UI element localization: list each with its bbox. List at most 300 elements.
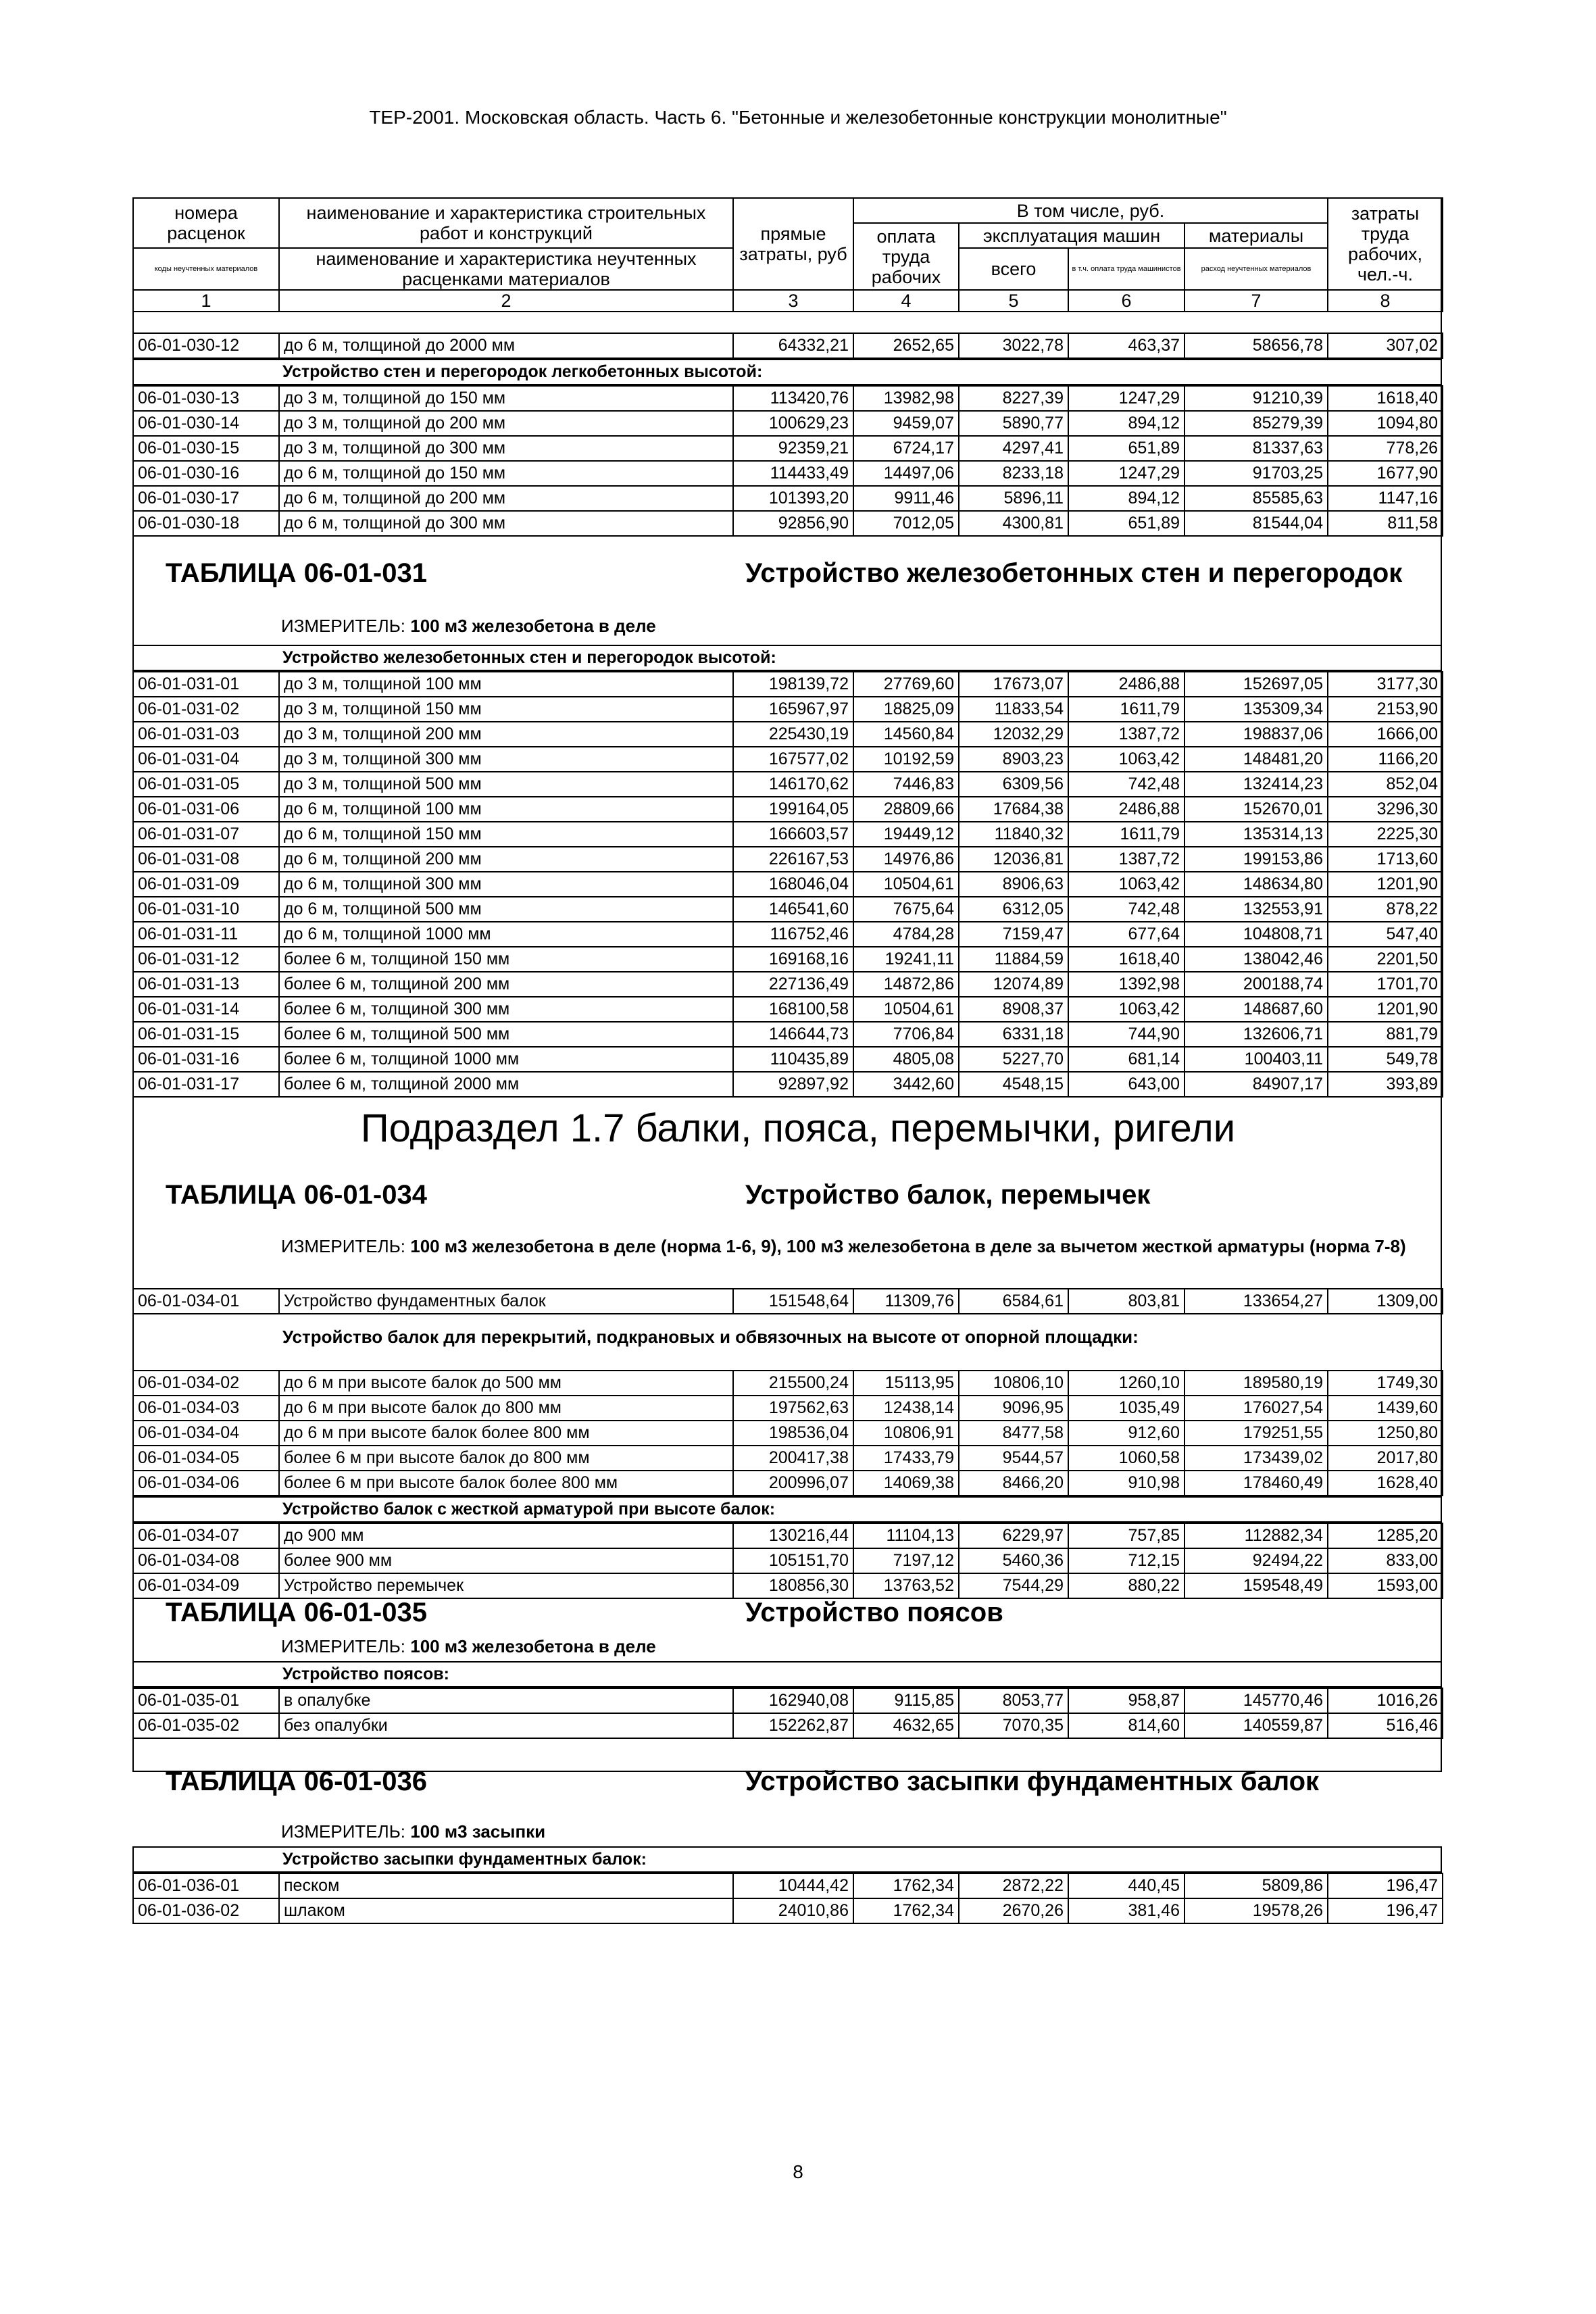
value-cell: 198837,06 [1184, 722, 1328, 747]
table-034-rows-1 [132, 1370, 1443, 1496]
value-cell: 14069,38 [853, 1471, 959, 1496]
value-cell: 894,12 [1068, 486, 1184, 511]
work-name: песком [279, 1873, 733, 1898]
work-name: более 6 м при высоте балок более 800 мм [279, 1471, 733, 1496]
rate-code: 06-01-031-06 [133, 797, 279, 822]
value-cell: 12438,14 [853, 1396, 959, 1421]
table-row [133, 697, 1443, 722]
work-name: до 6 м, толщиной 500 мм [279, 897, 733, 922]
column-number: 5 [959, 290, 1068, 312]
value-cell: 549,78 [1328, 1047, 1443, 1072]
table-031-meter-value: 100 м3 железобетона в деле [410, 616, 656, 636]
table-034-block [132, 1370, 1443, 1599]
value-cell: 198139,72 [733, 672, 853, 697]
value-cell: 10504,61 [853, 997, 959, 1022]
value-cell: 159548,49 [1184, 1573, 1328, 1598]
value-cell: 1387,72 [1068, 847, 1184, 872]
value-cell: 878,22 [1328, 897, 1443, 922]
value-cell: 4805,08 [853, 1047, 959, 1072]
value-cell: 165967,97 [733, 697, 853, 722]
value-cell: 516,46 [1328, 1713, 1443, 1738]
rate-code: 06-01-031-16 [133, 1047, 279, 1072]
rate-code: 06-01-030-12 [133, 333, 279, 358]
value-cell: 19578,26 [1184, 1898, 1328, 1923]
value-cell: 811,58 [1328, 511, 1443, 536]
work-name: до 6 м, толщиной до 200 мм [279, 486, 733, 511]
rate-code: 06-01-031-10 [133, 897, 279, 922]
work-name: до 6 м, толщиной до 300 мм [279, 511, 733, 536]
table-034-rows-2 [132, 1523, 1443, 1599]
value-cell: 110435,89 [733, 1047, 853, 1072]
table-035-id: ТАБЛИЦА 06-01-035 [166, 1598, 427, 1627]
value-cell: 881,79 [1328, 1022, 1443, 1047]
table-036-block [132, 1846, 1443, 1924]
rate-code: 06-01-031-11 [133, 922, 279, 947]
table-row [133, 1022, 1443, 1047]
work-name: более 6 м, толщиной 500 мм [279, 1022, 733, 1047]
value-cell: 152697,05 [1184, 672, 1328, 697]
value-cell: 112882,34 [1184, 1523, 1328, 1548]
table-row [133, 722, 1443, 747]
value-cell: 14560,84 [853, 722, 959, 747]
value-cell: 2225,30 [1328, 822, 1443, 847]
work-name: до 6 м при высоте балок до 500 мм [279, 1371, 733, 1396]
value-cell: 9459,07 [853, 411, 959, 436]
value-cell: 12032,29 [959, 722, 1068, 747]
table-036-meter [281, 1819, 545, 1844]
value-cell: 894,12 [1068, 411, 1184, 436]
value-cell: 196,47 [1328, 1873, 1443, 1898]
value-cell: 200188,74 [1184, 972, 1328, 997]
rate-code: 06-01-030-16 [133, 461, 279, 486]
value-cell: 17433,79 [853, 1446, 959, 1471]
value-cell: 130216,44 [733, 1523, 853, 1548]
value-cell: 132553,91 [1184, 897, 1328, 922]
value-cell: 167577,02 [733, 747, 853, 772]
table-031-meter-label: ИЗМЕРИТЕЛЬ: [281, 616, 405, 636]
value-cell: 9911,46 [853, 486, 959, 511]
value-cell: 651,89 [1068, 436, 1184, 461]
rate-code: 06-01-030-18 [133, 511, 279, 536]
value-cell: 910,98 [1068, 1471, 1184, 1496]
value-cell: 1247,29 [1068, 461, 1184, 486]
value-cell: 11884,59 [959, 947, 1068, 972]
column-number: 2 [279, 290, 733, 312]
work-name: до 900 мм [279, 1523, 733, 1548]
rate-code: 06-01-030-17 [133, 486, 279, 511]
work-name: без опалубки [279, 1713, 733, 1738]
work-name: более 6 м, толщиной 150 мм [279, 947, 733, 972]
value-cell: 92359,21 [733, 436, 853, 461]
table-row [133, 747, 1443, 772]
value-cell: 9096,95 [959, 1396, 1068, 1421]
rate-code: 06-01-034-06 [133, 1471, 279, 1496]
section-title: Подраздел 1.7 балки, пояса, перемычки, ригели [360, 1106, 1236, 1150]
value-cell: 179251,55 [1184, 1421, 1328, 1446]
value-cell: 169168,16 [733, 947, 853, 972]
value-cell: 2486,88 [1068, 797, 1184, 822]
value-cell: 1762,34 [853, 1873, 959, 1898]
work-name: до 3 м, толщиной до 200 мм [279, 411, 733, 436]
value-cell: 7197,12 [853, 1548, 959, 1573]
table-row [133, 486, 1443, 511]
value-cell: 91703,25 [1184, 461, 1328, 486]
rate-code: 06-01-030-14 [133, 411, 279, 436]
work-name: до 6 м, толщиной 150 мм [279, 822, 733, 847]
table-row [133, 1421, 1443, 1446]
rate-code: 06-01-031-09 [133, 872, 279, 897]
value-cell: 13763,52 [853, 1573, 959, 1598]
table-row [133, 947, 1443, 972]
value-cell: 226167,53 [733, 847, 853, 872]
value-cell: 84907,17 [1184, 1072, 1328, 1097]
value-cell: 6331,18 [959, 1022, 1068, 1047]
work-name: Устройство перемычек [279, 1573, 733, 1598]
table-031-subheading-text: Устройство железобетонных стен и перегородок высотой: [133, 645, 1441, 670]
col-header-machinist-wages: в т.ч. оплата труда машинистов [1068, 248, 1184, 290]
value-cell: 1147,16 [1328, 486, 1443, 511]
table-031-id: ТАБЛИЦА 06-01-031 [166, 558, 427, 588]
value-cell: 1611,79 [1068, 697, 1184, 722]
table-row [133, 997, 1443, 1022]
table-row [133, 797, 1443, 822]
value-cell: 6309,56 [959, 772, 1068, 797]
col-header-name: наименование и характеристика строительных работ и конструкций [279, 198, 733, 248]
value-cell: 1618,40 [1068, 947, 1184, 972]
value-cell: 8908,37 [959, 997, 1068, 1022]
value-cell: 7159,47 [959, 922, 1068, 947]
table-row [133, 672, 1443, 697]
rate-code: 06-01-030-13 [133, 386, 279, 411]
table-034-subheading-1 [132, 1312, 1442, 1371]
value-cell: 5460,36 [959, 1548, 1068, 1573]
value-cell: 744,90 [1068, 1022, 1184, 1047]
value-cell: 1666,00 [1328, 722, 1443, 747]
value-cell: 140559,87 [1184, 1713, 1328, 1738]
value-cell: 742,48 [1068, 772, 1184, 797]
value-cell: 168100,58 [733, 997, 853, 1022]
value-cell: 100403,11 [1184, 1047, 1328, 1072]
value-cell: 133654,27 [1184, 1289, 1328, 1314]
col-header-unaccounted-materials: расход неучтенных материалов [1184, 248, 1328, 290]
work-name: более 6 м, толщиной 1000 мм [279, 1047, 733, 1072]
value-cell: 113420,76 [733, 386, 853, 411]
value-cell: 178460,49 [1184, 1471, 1328, 1496]
rate-code: 06-01-036-01 [133, 1873, 279, 1898]
value-cell: 17684,38 [959, 797, 1068, 822]
value-cell: 8227,39 [959, 386, 1068, 411]
value-cell: 1285,20 [1328, 1523, 1443, 1548]
table-031-title: Устройство железобетонных стен и перегородок [745, 558, 1403, 588]
value-cell: 85279,39 [1184, 411, 1328, 436]
table-035-meter-label: ИЗМЕРИТЕЛЬ: [281, 1636, 405, 1656]
value-cell: 712,15 [1068, 1548, 1184, 1573]
value-cell: 10192,59 [853, 747, 959, 772]
value-cell: 81544,04 [1184, 511, 1328, 536]
table-row [133, 1289, 1443, 1314]
value-cell: 148634,80 [1184, 872, 1328, 897]
value-cell: 100629,23 [733, 411, 853, 436]
value-cell: 6724,17 [853, 436, 959, 461]
table-036-subheading-text: Устройство засыпки фундаментных балок: [133, 1847, 1441, 1872]
work-name: шлаком [279, 1898, 733, 1923]
value-cell: 58656,78 [1184, 333, 1328, 358]
table-row [133, 1873, 1443, 1898]
value-cell: 145770,46 [1184, 1688, 1328, 1713]
value-cell: 8466,20 [959, 1471, 1068, 1496]
table-034-subheading-1-text: Устройство балок для перекрытий, подкрановых и обвязочных на высоте от опорной площадки: [282, 1327, 1139, 1347]
value-cell: 393,89 [1328, 1072, 1443, 1097]
value-cell: 173439,02 [1184, 1446, 1328, 1471]
value-cell: 1392,98 [1068, 972, 1184, 997]
rate-code: 06-01-034-08 [133, 1548, 279, 1573]
table-row [133, 461, 1443, 486]
value-cell: 196,47 [1328, 1898, 1443, 1923]
table-034-rows-0 [132, 1288, 1443, 1314]
value-cell: 27769,60 [853, 672, 959, 697]
rate-code: 06-01-031-05 [133, 772, 279, 797]
value-cell: 681,14 [1068, 1047, 1184, 1072]
col-header-machines: эксплуатация машин [959, 223, 1184, 248]
table-035-subheading [132, 1661, 1442, 1688]
table-row [133, 1523, 1443, 1548]
value-cell: 1309,00 [1328, 1289, 1443, 1314]
value-cell: 4548,15 [959, 1072, 1068, 1097]
value-cell: 1387,72 [1068, 722, 1184, 747]
table-030-rows [132, 333, 1443, 359]
col-header-wages: оплата труда рабочих [853, 223, 959, 290]
value-cell: 833,00 [1328, 1548, 1443, 1573]
table-034-title: Устройство балок, перемычек [745, 1180, 1151, 1210]
column-number: 8 [1328, 290, 1443, 312]
value-cell: 1016,26 [1328, 1688, 1443, 1713]
value-cell: 1260,10 [1068, 1371, 1184, 1396]
value-cell: 440,45 [1068, 1873, 1184, 1898]
table-030-rows-2 [132, 385, 1443, 537]
value-cell: 11833,54 [959, 697, 1068, 722]
table-row [133, 1471, 1443, 1496]
value-cell: 12036,81 [959, 847, 1068, 872]
table-row [133, 1446, 1443, 1471]
work-name: более 6 м, толщиной 300 мм [279, 997, 733, 1022]
rate-code: 06-01-034-07 [133, 1523, 279, 1548]
table-row [133, 1573, 1443, 1598]
rate-code: 06-01-031-01 [133, 672, 279, 697]
value-cell: 18825,09 [853, 697, 959, 722]
value-cell: 2153,90 [1328, 697, 1443, 722]
value-cell: 803,81 [1068, 1289, 1184, 1314]
value-cell: 1762,34 [853, 1898, 959, 1923]
table-034-meter-label: ИЗМЕРИТЕЛЬ: [281, 1236, 405, 1256]
table-035-title: Устройство поясов [745, 1598, 1003, 1627]
column-header-table [132, 197, 1443, 312]
table-036-meter-value: 100 м3 засыпки [410, 1821, 546, 1842]
value-cell: 3022,78 [959, 333, 1068, 358]
value-cell: 92897,92 [733, 1072, 853, 1097]
value-cell: 1593,00 [1328, 1573, 1443, 1598]
value-cell: 152262,87 [733, 1713, 853, 1738]
table-034-subheading-2-text: Устройство балок с жесткой арматурой при высоте балок: [133, 1497, 1441, 1522]
value-cell: 4784,28 [853, 922, 959, 947]
value-cell: 757,85 [1068, 1523, 1184, 1548]
table-row [133, 897, 1443, 922]
table-row [133, 1072, 1443, 1097]
work-name: в опалубке [279, 1688, 733, 1713]
value-cell: 7070,35 [959, 1713, 1068, 1738]
value-cell: 852,04 [1328, 772, 1443, 797]
value-cell: 24010,86 [733, 1898, 853, 1923]
value-cell: 162940,08 [733, 1688, 853, 1713]
table-036-subheading [132, 1846, 1442, 1873]
value-cell: 92856,90 [733, 511, 853, 536]
value-cell: 14872,86 [853, 972, 959, 997]
table-row [133, 1047, 1443, 1072]
value-cell: 8903,23 [959, 747, 1068, 772]
table-035-rows [132, 1688, 1443, 1739]
value-cell: 1063,42 [1068, 997, 1184, 1022]
table-036-id: ТАБЛИЦА 06-01-036 [166, 1767, 427, 1796]
work-name: более 6 м, толщиной 2000 мм [279, 1072, 733, 1097]
work-name: до 3 м, толщиной 100 мм [279, 672, 733, 697]
table-row [133, 1713, 1443, 1738]
value-cell: 912,60 [1068, 1421, 1184, 1446]
rate-code: 06-01-034-09 [133, 1573, 279, 1598]
value-cell: 198536,04 [733, 1421, 853, 1446]
value-cell: 1063,42 [1068, 872, 1184, 897]
value-cell: 200417,38 [733, 1446, 853, 1471]
table-row [133, 386, 1443, 411]
col-header-machines-total: всего [959, 248, 1068, 290]
rate-code: 06-01-031-08 [133, 847, 279, 872]
value-cell: 5809,86 [1184, 1873, 1328, 1898]
rate-code: 06-01-035-02 [133, 1713, 279, 1738]
value-cell: 7706,84 [853, 1022, 959, 1047]
value-cell: 85585,63 [1184, 486, 1328, 511]
column-header [132, 197, 1443, 312]
value-cell: 547,40 [1328, 922, 1443, 947]
work-name: до 6 м, толщиной 300 мм [279, 872, 733, 897]
table-row [133, 411, 1443, 436]
value-cell: 116752,46 [733, 922, 853, 947]
value-cell: 14976,86 [853, 847, 959, 872]
value-cell: 13982,98 [853, 386, 959, 411]
col-header-material-codes: коды неучтенных материалов [133, 248, 279, 290]
value-cell: 104808,71 [1184, 922, 1328, 947]
table-034-meter [281, 1234, 1430, 1258]
work-name: до 3 м, толщиной 200 мм [279, 722, 733, 747]
value-cell: 92494,22 [1184, 1548, 1328, 1573]
page-header: ТЕР-2001. Московская область. Часть 6. "Бетонные и железобетонные конструкции монолитные" [369, 107, 1227, 128]
col-header-material-names: наименование и характеристика неучтенных расценками материалов [279, 248, 733, 290]
value-cell: 17673,07 [959, 672, 1068, 697]
table-row [133, 1548, 1443, 1573]
value-cell: 7012,05 [853, 511, 959, 536]
value-cell: 9544,57 [959, 1446, 1068, 1471]
value-cell: 1201,90 [1328, 997, 1443, 1022]
value-cell: 11104,13 [853, 1523, 959, 1548]
table-row [133, 1688, 1443, 1713]
work-name: более 6 м, толщиной 200 мм [279, 972, 733, 997]
value-cell: 2872,22 [959, 1873, 1068, 1898]
table-031-subheading [132, 645, 1442, 671]
table-030-subheading [132, 359, 1442, 385]
value-cell: 138042,46 [1184, 947, 1328, 972]
value-cell: 1250,80 [1328, 1421, 1443, 1446]
value-cell: 381,46 [1068, 1898, 1184, 1923]
value-cell: 19449,12 [853, 822, 959, 847]
table-031-block [132, 645, 1443, 1098]
value-cell: 15113,95 [853, 1371, 959, 1396]
col-header-materials: материалы [1184, 223, 1328, 248]
value-cell: 1063,42 [1068, 747, 1184, 772]
value-cell: 81337,63 [1184, 436, 1328, 461]
work-name: до 6 м, толщиной 200 мм [279, 847, 733, 872]
value-cell: 135314,13 [1184, 822, 1328, 847]
rate-code: 06-01-031-13 [133, 972, 279, 997]
value-cell: 199164,05 [733, 797, 853, 822]
col-header-labor: затраты труда рабочих, чел.-ч. [1328, 198, 1443, 290]
value-cell: 197562,63 [733, 1396, 853, 1421]
column-number: 7 [1184, 290, 1328, 312]
value-cell: 10504,61 [853, 872, 959, 897]
value-cell: 14497,06 [853, 461, 959, 486]
table-034-meter-value: 100 м3 железобетона в деле (норма 1-6, 9), 100 м3 железобетона в деле за вычетом жесткой арматуры (норма 7-8) [410, 1236, 1406, 1256]
value-cell: 1094,80 [1328, 411, 1443, 436]
value-cell: 1628,40 [1328, 1471, 1443, 1496]
value-cell: 227136,49 [733, 972, 853, 997]
column-number: 4 [853, 290, 959, 312]
table-row [133, 822, 1443, 847]
table-row [133, 1396, 1443, 1421]
value-cell: 1677,90 [1328, 461, 1443, 486]
value-cell: 4632,65 [853, 1713, 959, 1738]
rate-code: 06-01-034-03 [133, 1396, 279, 1421]
value-cell: 7446,83 [853, 772, 959, 797]
value-cell: 132606,71 [1184, 1022, 1328, 1047]
value-cell: 91210,39 [1184, 386, 1328, 411]
value-cell: 215500,24 [733, 1371, 853, 1396]
value-cell: 8053,77 [959, 1688, 1068, 1713]
value-cell: 6229,97 [959, 1523, 1068, 1548]
rate-code: 06-01-031-07 [133, 822, 279, 847]
value-cell: 958,87 [1068, 1688, 1184, 1713]
table-035-subheading-text: Устройство поясов: [133, 1662, 1441, 1687]
value-cell: 1701,70 [1328, 972, 1443, 997]
table-row [133, 333, 1443, 358]
table-034-first-row [132, 1288, 1443, 1314]
value-cell: 12074,89 [959, 972, 1068, 997]
value-cell: 146170,62 [733, 772, 853, 797]
value-cell: 180856,30 [733, 1573, 853, 1598]
value-cell: 880,22 [1068, 1573, 1184, 1598]
value-cell: 6584,61 [959, 1289, 1068, 1314]
value-cell: 189580,19 [1184, 1371, 1328, 1396]
table-034-subheading-2 [132, 1496, 1442, 1523]
rate-code: 06-01-031-17 [133, 1072, 279, 1097]
value-cell: 4300,81 [959, 511, 1068, 536]
work-name: Устройство фундаментных балок [279, 1289, 733, 1314]
value-cell: 742,48 [1068, 897, 1184, 922]
value-cell: 10806,91 [853, 1421, 959, 1446]
value-cell: 11840,32 [959, 822, 1068, 847]
table-row [133, 922, 1443, 947]
value-cell: 199153,86 [1184, 847, 1328, 872]
value-cell: 8906,63 [959, 872, 1068, 897]
value-cell: 1247,29 [1068, 386, 1184, 411]
value-cell: 101393,20 [733, 486, 853, 511]
value-cell: 1713,60 [1328, 847, 1443, 872]
rate-code: 06-01-034-04 [133, 1421, 279, 1446]
